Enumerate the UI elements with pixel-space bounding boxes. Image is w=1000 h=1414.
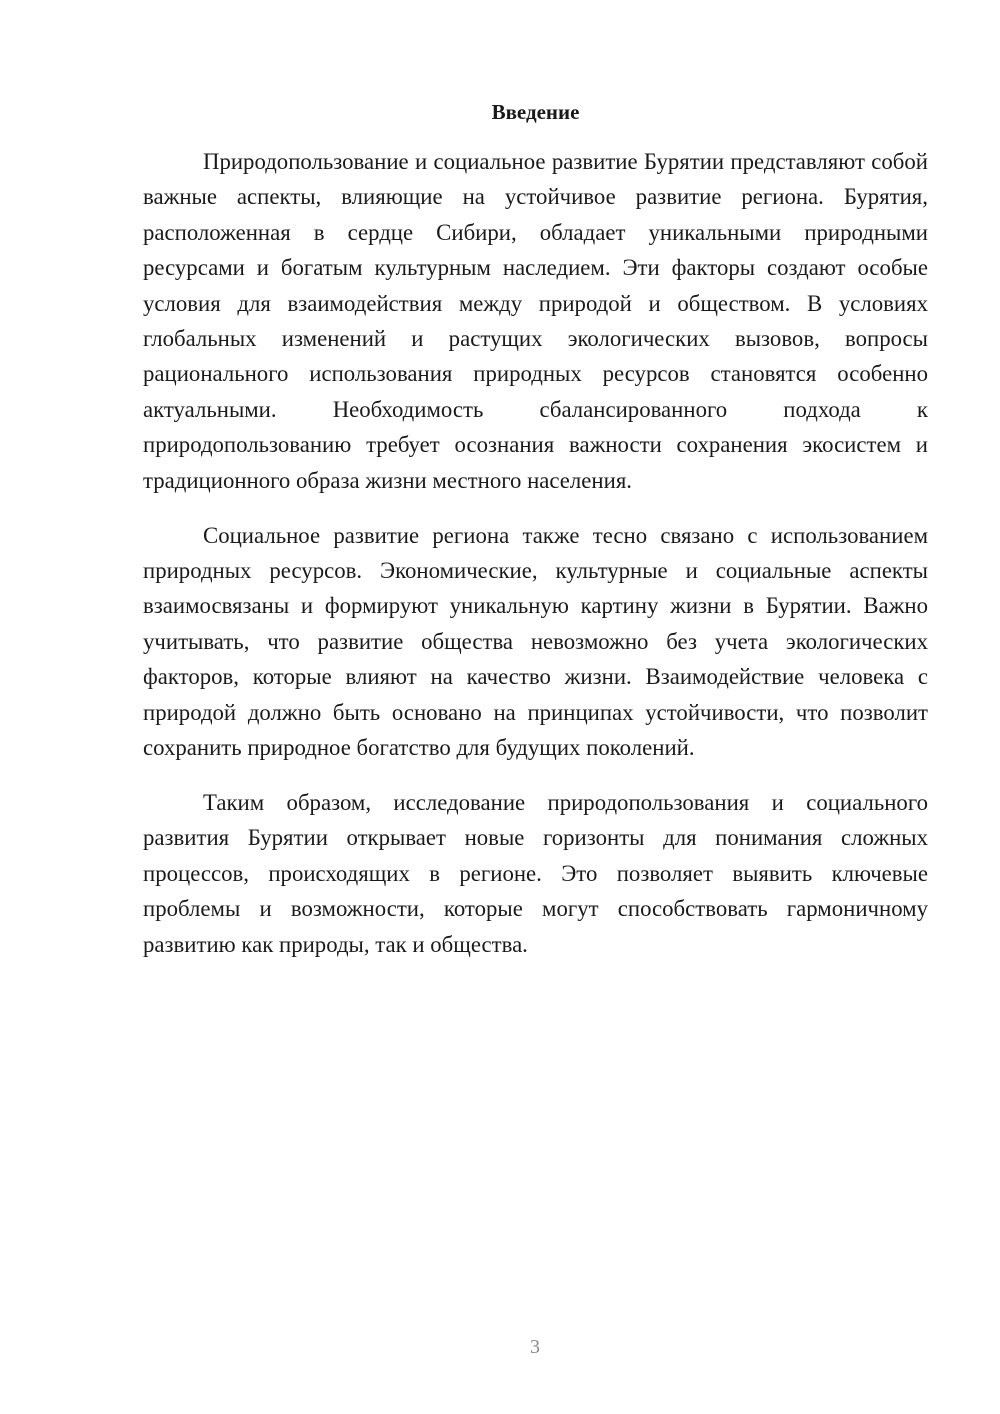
paragraph-1: Природопользование и социальное развитие Бурятии представляют собой важные аспекты, влияющие на устойчивое развитие региона. Бурятия, расположенная в сердце Сибири, обладает уникальными природными ресурсами и богатым культурным наследием. Эти факторы создают особые условия для взаимодействия между природой и обществом. В условиях глобальных изменений и растущих экологических вызовов, вопросы рационального использования природных ресурсов становятся особенно актуальными. Необходимость сбалансированного подхода к природопользованию требует осознания важности сохранения экосистем и традиционного образа жизни местного населения. xyxy=(143,149,928,493)
page-number: 3 xyxy=(530,1336,540,1358)
section-title: Введение xyxy=(491,100,580,124)
body-text xyxy=(143,144,928,981)
paragraph-2: Социальное развитие региона также тесно связано с использованием природных ресурсов. Экономические, культурные и социальные аспекты взаимосвязаны и формируют уникальную картину жизни в Бурятии. Важно учитывать, что развитие общества невозможно без учета экологических факторов, которые влияют на качество жизни. Взаимодействие человека с природой должно быть основано на принципах устойчивости, что позволит сохранить природное богатство для будущих поколений. xyxy=(143,522,928,760)
paragraph-3: Таким образом, исследование природопользования и социального развития Бурятии открывает новые горизонты для понимания сложных процессов, происходящих в регионе. Это позволяет выявить ключевые проблемы и возможности, которые могут способствовать гармоничному развитию как природы, так и общества. xyxy=(143,789,928,957)
